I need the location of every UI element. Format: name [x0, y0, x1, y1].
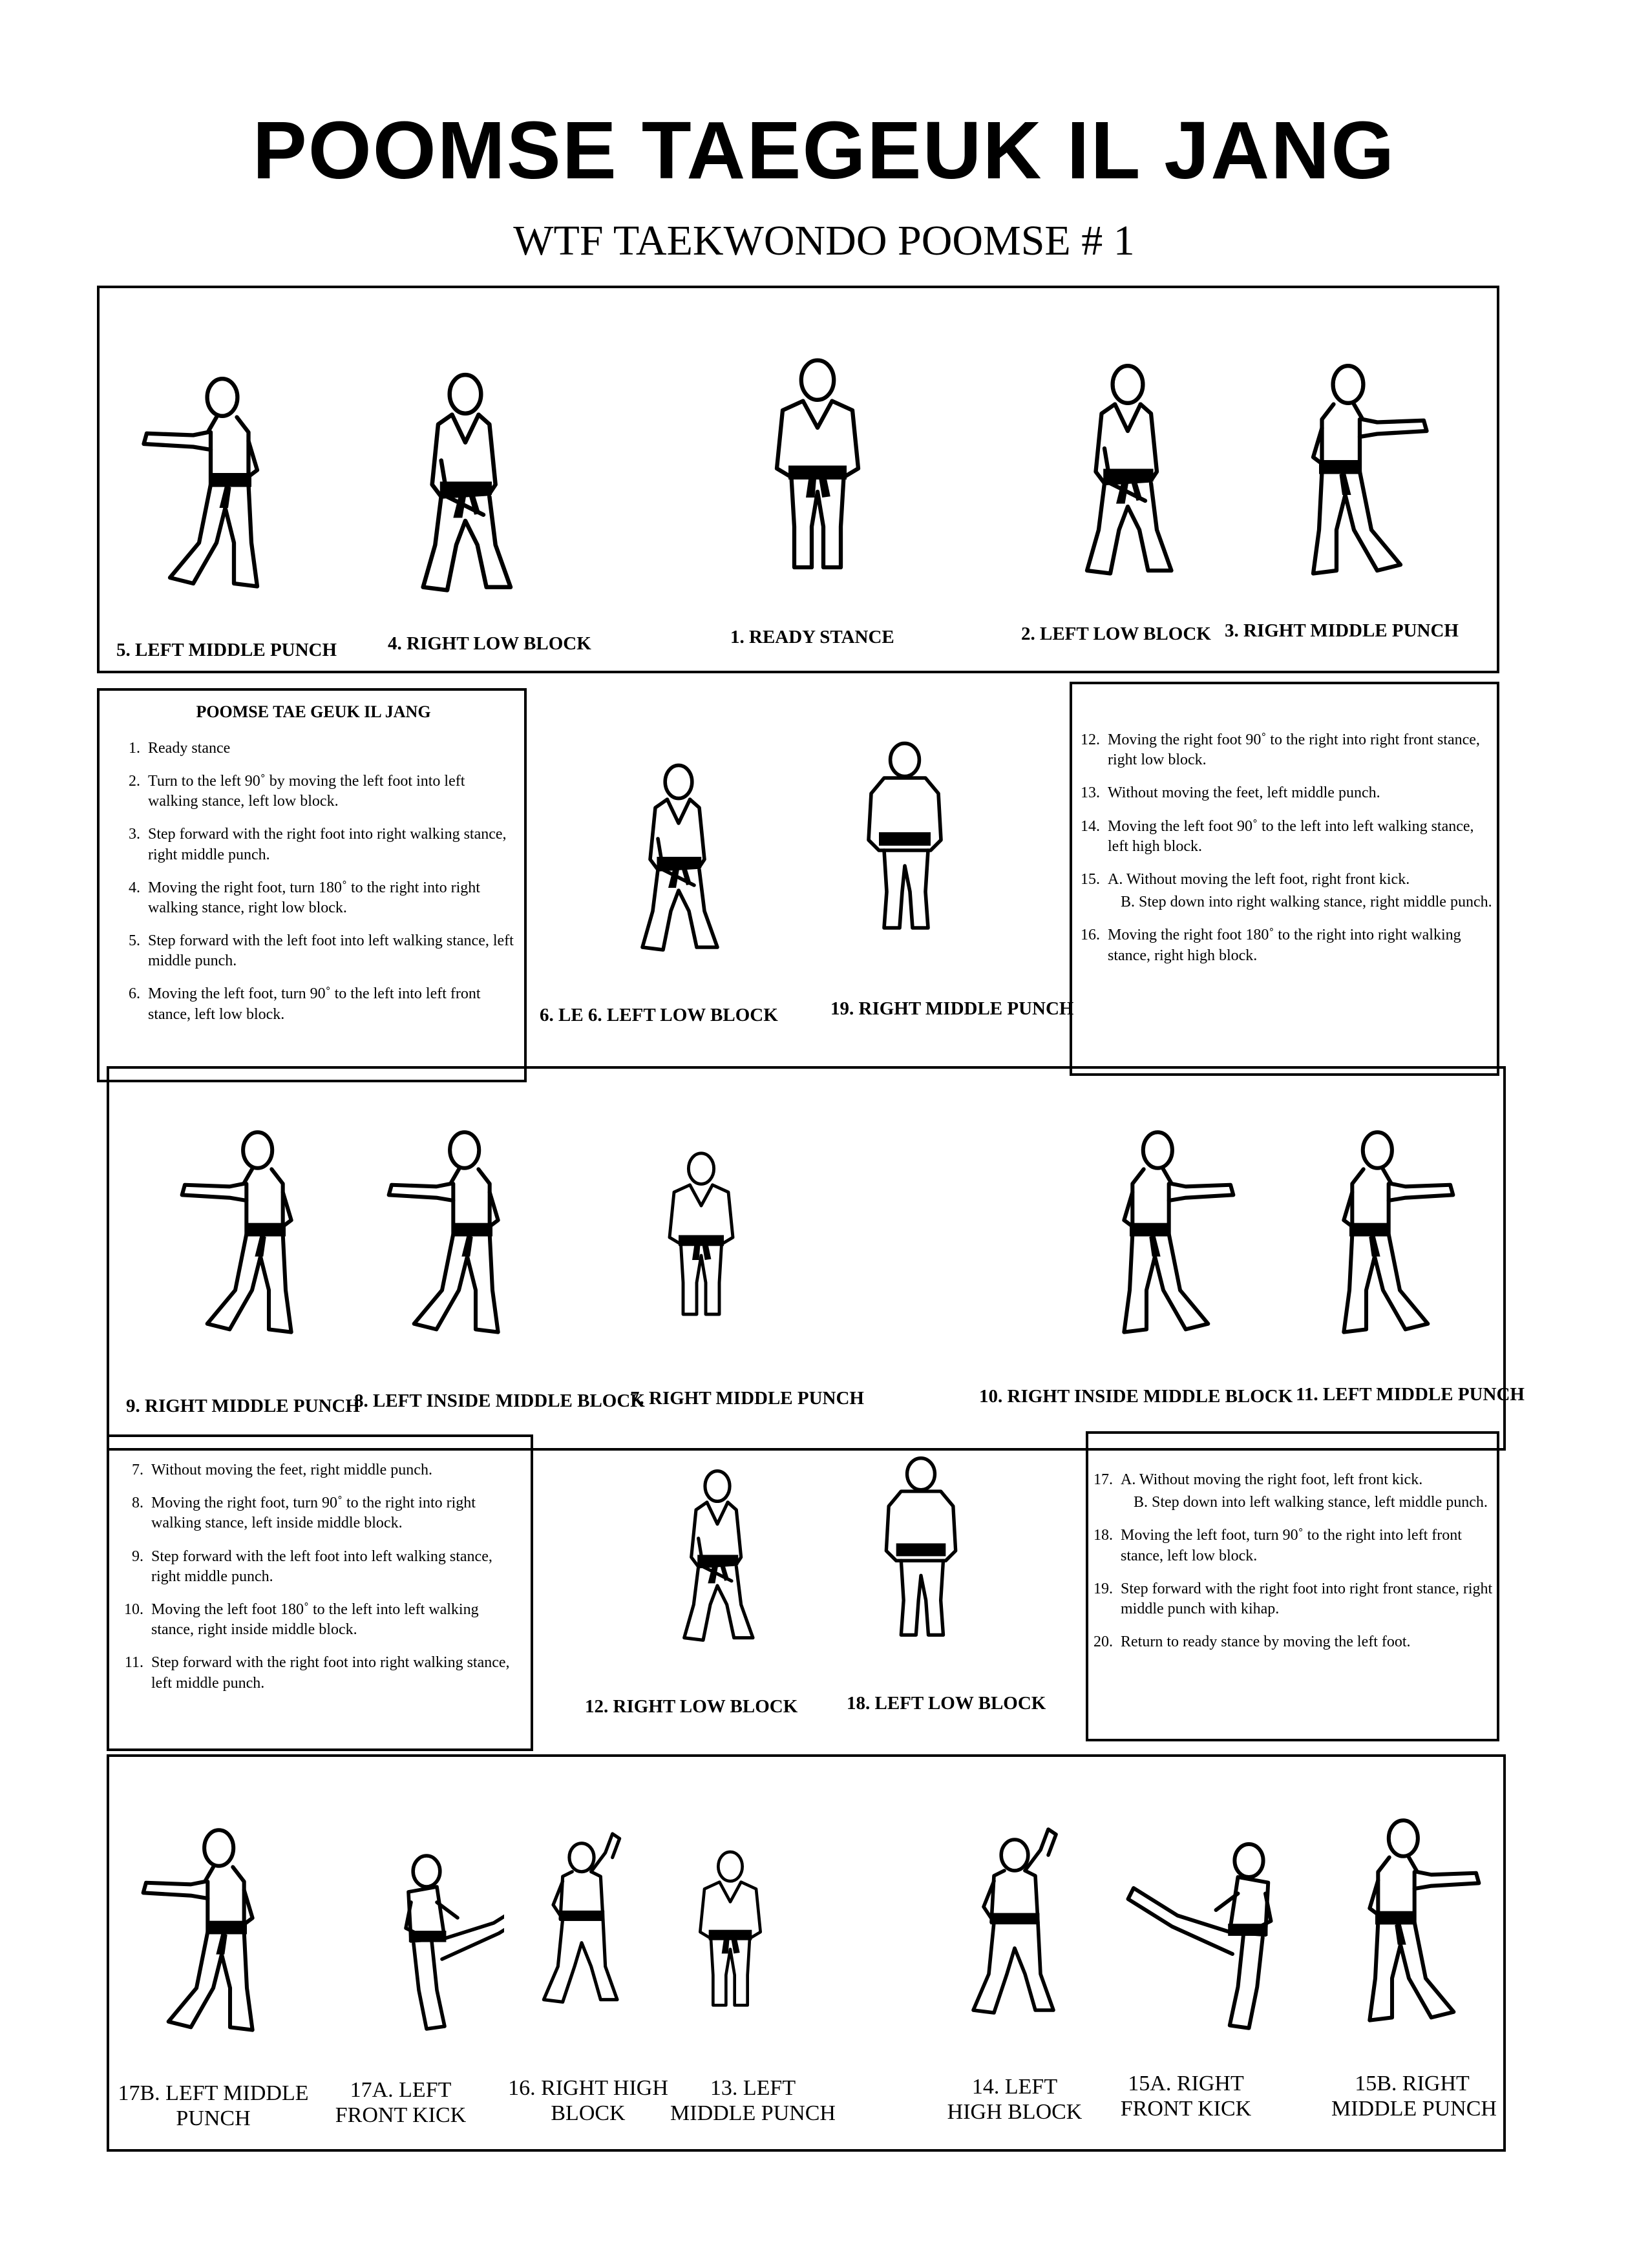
- list-item: 16. Moving the right foot 180˚ to the right into right walking stance, right high block.: [1081, 927, 1461, 964]
- list-item: 2. Turn to the left 90˚ by moving the left foot into left walking stance, left low block.: [129, 772, 465, 810]
- caption-step-12: 12. RIGHT LOW BLOCK: [585, 1696, 798, 1717]
- figure-punch-left-icon: [168, 1098, 336, 1370]
- steps-list-12-16: [1073, 730, 1493, 979]
- caption-step-17b: 17B. LEFT MIDDLE PUNCH: [118, 2081, 309, 2131]
- caption-step-8: 8. LEFT INSIDE MIDDLE BLOCK: [354, 1391, 645, 1411]
- caption-step-10: 10. RIGHT INSIDE MIDDLE BLOCK: [979, 1386, 1293, 1407]
- list-item: 6. Moving the left foot, turn 90˚ to the left into left front stance, left low block.: [129, 985, 481, 1023]
- caption-step-11: 11. LEFT MIDDLE PUNCH: [1296, 1384, 1525, 1405]
- list-item: B. Step down into right walking stance, right middle punch.: [1121, 894, 1492, 911]
- list-item: 19. Step forward with the right foot into right front stance, right middle punch with kihap.: [1093, 1580, 1493, 1617]
- list-item: 20. Return to ready stance by moving the left foot.: [1093, 1633, 1411, 1651]
- caption-step-17a: 17A. LEFT FRONT KICK: [335, 2078, 467, 2128]
- figure-front-kick-icon: [1112, 1803, 1331, 2061]
- caption-step-5: 5. LEFT MIDDLE PUNCH: [116, 640, 337, 660]
- caption-step-13: 13. LEFT MIDDLE PUNCH: [670, 2076, 836, 2126]
- figure-low-block-icon: [646, 1428, 788, 1686]
- list-item: 17. A. Without moving the right foot, left front kick.: [1093, 1471, 1423, 1488]
- figure-ready-stance-icon: [730, 330, 905, 607]
- figure-high-block-icon: [937, 1783, 1092, 2061]
- list-item: 1. Ready stance: [129, 739, 231, 757]
- list-item: 7. Without moving the feet, right middle punch.: [132, 1462, 432, 1478]
- caption-step-7: 7. RIGHT MIDDLE PUNCH: [630, 1388, 864, 1409]
- caption-step-6: 6. LE 6. LEFT LOW BLOCK: [540, 1005, 778, 1025]
- list-item: 18. Moving the left foot, turn 90˚ to the right into left front stance, left low block.: [1093, 1527, 1462, 1564]
- figure-punch-right-icon: [1267, 336, 1441, 607]
- list-item: 8. Moving the right foot, turn 90˚ to the right into right walking stance, left inside middle block.: [132, 1495, 476, 1532]
- steps-list-title: POOMSE TAE GEUK IL JANG: [196, 702, 431, 721]
- caption-step-19: 19. RIGHT MIDDLE PUNCH: [830, 998, 1074, 1019]
- figure-low-block-icon: [601, 730, 756, 989]
- caption-step-1: 1. READY STANCE: [730, 627, 894, 647]
- steps-list-1-6: [113, 701, 514, 1038]
- list-item: 3. Step forward with the right foot into right walking stance, right middle punch.: [129, 826, 507, 863]
- list-item: 12. Moving the right foot 90˚ to the right into right front stance, right low block.: [1081, 731, 1480, 769]
- figure-punch-right-icon: [1079, 1098, 1247, 1370]
- caption-step-18: 18. LEFT LOW BLOCK: [847, 1693, 1046, 1714]
- caption-step-14: 14. LEFT HIGH BLOCK: [947, 2075, 1083, 2125]
- figure-low-block-icon: [375, 349, 556, 620]
- figure-back-view-icon: [827, 704, 982, 976]
- page-title: POOMSE TAEGEUK IL JANG: [252, 105, 1396, 196]
- caption-step-16: 16. RIGHT HIGH BLOCK: [508, 2076, 668, 2126]
- page-subtitle: WTF TAEKWONDO POOMSE # 1: [513, 217, 1135, 264]
- figure-low-block-icon: [1041, 336, 1215, 607]
- caption-step-3: 3. RIGHT MIDDLE PUNCH: [1225, 620, 1459, 641]
- steps-list-7-11: [116, 1460, 523, 1706]
- caption-step-9: 9. RIGHT MIDDLE PUNCH: [126, 1396, 360, 1416]
- caption-step-4: 4. RIGHT LOW BLOCK: [388, 633, 591, 654]
- figure-punch-right-icon: [1325, 1783, 1493, 2061]
- figure-high-block-icon: [511, 1783, 653, 2055]
- list-item: 14. Moving the left foot 90˚ to the left into left walking stance, left high block.: [1081, 817, 1474, 855]
- list-item: 13. Without moving the feet, left middle punch.: [1081, 784, 1380, 802]
- caption-step-15b: 15B. RIGHT MIDDLE PUNCH: [1331, 2072, 1497, 2121]
- list-item: B. Step down into left walking stance, left middle punch.: [1134, 1494, 1488, 1511]
- list-item: 10. Moving the left foot 180˚ to the left into left walking stance, right inside middle block.: [124, 1601, 479, 1639]
- list-item: 9. Step forward with the left foot into left walking stance, right middle punch.: [132, 1548, 492, 1585]
- caption-step-15a: 15A. RIGHT FRONT KICK: [1120, 2072, 1252, 2121]
- list-item: 11. Step forward with the right foot into right walking stance, left middle punch.: [124, 1654, 510, 1692]
- figure-ready-stance-icon: [666, 1796, 795, 2068]
- figure-ready-stance-icon: [633, 1098, 769, 1376]
- list-item: 15. A. Without moving the left foot, right front kick.: [1081, 870, 1410, 888]
- steps-list-17-20: [1086, 1470, 1493, 1665]
- caption-step-2: 2. LEFT LOW BLOCK: [1021, 624, 1211, 644]
- figure-punch-left-icon: [129, 349, 304, 620]
- list-item: 5. Step forward with the left foot into left walking stance, left middle punch.: [129, 932, 514, 970]
- figure-back-view-icon: [847, 1422, 995, 1680]
- figure-punch-left-icon: [375, 1098, 543, 1370]
- figure-punch-right-icon: [1299, 1098, 1467, 1370]
- figure-front-kick-icon: [297, 1809, 504, 2068]
- figure-punch-left-icon: [129, 1796, 297, 2068]
- list-item: 4. Moving the right foot, turn 180˚ to the right into right walking stance, right low block.: [129, 879, 480, 916]
